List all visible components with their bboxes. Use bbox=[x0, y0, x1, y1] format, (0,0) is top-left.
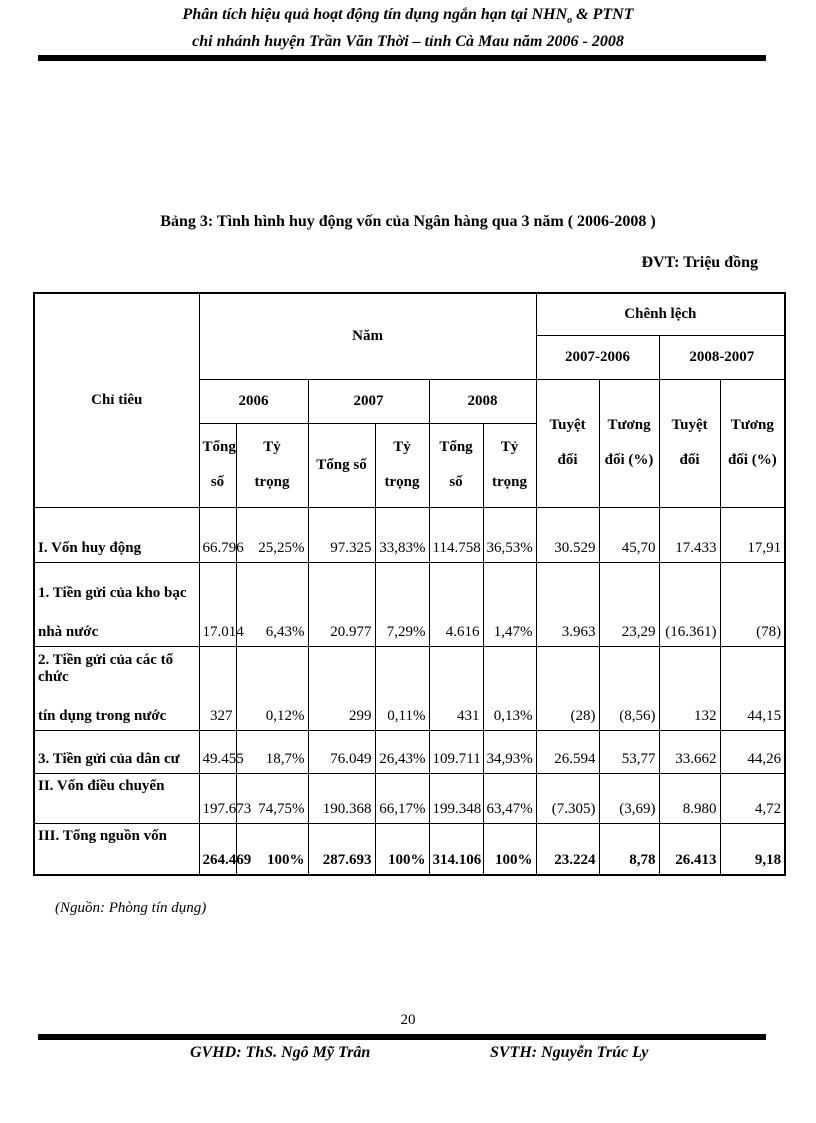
cell: (16.361) bbox=[659, 562, 720, 646]
cell: 45,70 bbox=[599, 507, 659, 562]
cell: 4,72 bbox=[720, 773, 785, 823]
cell: 17.014 bbox=[199, 562, 236, 646]
cell: 74,75% bbox=[236, 773, 308, 823]
header-chi-tieu: Chỉ tiêu bbox=[34, 293, 199, 507]
cell: 197.673 bbox=[199, 773, 236, 823]
cell: 33,83% bbox=[375, 507, 429, 562]
cell: 199.348 bbox=[429, 773, 483, 823]
header-chenh-lech: Chênh lệch bbox=[536, 293, 785, 335]
row-label: III. Tổng nguồn vốn bbox=[34, 823, 199, 875]
cell: 26.413 bbox=[659, 823, 720, 875]
cell: (3,69) bbox=[599, 773, 659, 823]
header-period-2008-2007: 2008-2007 bbox=[659, 335, 785, 379]
cell: 36,53% bbox=[483, 507, 536, 562]
cell: (8,56) bbox=[599, 646, 659, 730]
cell: 6,43% bbox=[236, 562, 308, 646]
capital-mobilization-table bbox=[33, 292, 786, 876]
cell: 17.433 bbox=[659, 507, 720, 562]
footer-rule bbox=[38, 1034, 766, 1040]
cell: 33.662 bbox=[659, 730, 720, 773]
cell: 299 bbox=[308, 646, 375, 730]
row-label: 2. Tiền gửi của các tổ chức tín dụng trong nước bbox=[34, 646, 199, 730]
header-rule bbox=[38, 55, 766, 61]
cell: (7.305) bbox=[536, 773, 599, 823]
cell: 63,47% bbox=[483, 773, 536, 823]
header-year-2007: 2007 bbox=[308, 379, 429, 423]
cell: 4.616 bbox=[429, 562, 483, 646]
cell: 53,77 bbox=[599, 730, 659, 773]
cell: 132 bbox=[659, 646, 720, 730]
table-row bbox=[34, 646, 785, 730]
header-ty-trong-2008: Tỷ trọng bbox=[483, 423, 536, 507]
table-title: Bảng 3: Tình hình huy động vốn của Ngân hàng qua 3 năm ( 2006-2008 ) bbox=[160, 213, 656, 230]
header-year-2008: 2008 bbox=[429, 379, 536, 423]
footer-student: SVTH: Nguyễn Trúc Ly bbox=[490, 1044, 649, 1061]
header-tuong-doi-2: Tương đối (%) bbox=[720, 379, 785, 507]
cell: 44,26 bbox=[720, 730, 785, 773]
page-number: 20 bbox=[400, 1012, 416, 1028]
cell: 7,29% bbox=[375, 562, 429, 646]
header-nam: Năm bbox=[199, 293, 536, 379]
cell: 8.980 bbox=[659, 773, 720, 823]
cell: 49.455 bbox=[199, 730, 236, 773]
table-row bbox=[34, 562, 785, 646]
cell: 66.796 bbox=[199, 507, 236, 562]
header-line-2: chi nhánh huyện Trần Văn Thời – tỉnh Cà Mau năm 2006 - 2008 bbox=[192, 33, 624, 51]
cell: 431 bbox=[429, 646, 483, 730]
footer-advisor: GVHD: ThS. Ngô Mỹ Trân bbox=[190, 1044, 371, 1061]
header-ty-trong-2007: Tỷ trọng bbox=[375, 423, 429, 507]
cell: 20.977 bbox=[308, 562, 375, 646]
cell: (28) bbox=[536, 646, 599, 730]
cell: 25,25% bbox=[236, 507, 308, 562]
header-line-1: Phân tích hiệu quả hoạt động tín dụng ngắn hạn tại $NHN_o$ & PTNT bbox=[182, 6, 634, 27]
header-ty-trong-2006: Tỷ trọng bbox=[236, 423, 308, 507]
page-header bbox=[0, 4, 816, 52]
header-year-2006: 2006 bbox=[199, 379, 308, 423]
cell: 17,91 bbox=[720, 507, 785, 562]
cell: 0,11% bbox=[375, 646, 429, 730]
header-tong-so-2006: Tổng số bbox=[199, 423, 236, 507]
cell: 34,93% bbox=[483, 730, 536, 773]
cell: 44,15 bbox=[720, 646, 785, 730]
cell: 23,29 bbox=[599, 562, 659, 646]
cell: 66,17% bbox=[375, 773, 429, 823]
cell: 76.049 bbox=[308, 730, 375, 773]
cell: 26,43% bbox=[375, 730, 429, 773]
row-label: II. Vốn điều chuyển bbox=[34, 773, 199, 823]
cell: (78) bbox=[720, 562, 785, 646]
cell: 100% bbox=[483, 823, 536, 875]
cell: 97.325 bbox=[308, 507, 375, 562]
cell: 190.368 bbox=[308, 773, 375, 823]
cell: 114.758 bbox=[429, 507, 483, 562]
table-row bbox=[34, 507, 785, 562]
cell: 23.224 bbox=[536, 823, 599, 875]
cell: 327 bbox=[199, 646, 236, 730]
row-label: 3. Tiền gửi của dân cư bbox=[34, 730, 199, 773]
header-tuyet-doi-1: Tuyệt đối bbox=[536, 379, 599, 507]
header-tuyet-doi-2: Tuyệt đối bbox=[659, 379, 720, 507]
cell: 8,78 bbox=[599, 823, 659, 875]
table-row bbox=[34, 773, 785, 823]
row-label: I. Vốn huy động bbox=[34, 507, 199, 562]
table-row bbox=[34, 730, 785, 773]
cell: 30.529 bbox=[536, 507, 599, 562]
cell: 314.106 bbox=[429, 823, 483, 875]
cell: 18,7% bbox=[236, 730, 308, 773]
cell: 109.711 bbox=[429, 730, 483, 773]
cell: 0,12% bbox=[236, 646, 308, 730]
header-tong-so-2008: Tổng số bbox=[429, 423, 483, 507]
cell: 264.469 bbox=[199, 823, 236, 875]
header-period-2007-2006: 2007-2006 bbox=[536, 335, 659, 379]
cell: 287.693 bbox=[308, 823, 375, 875]
source-note: (Nguồn: Phòng tín dụng) bbox=[55, 900, 207, 916]
cell: 26.594 bbox=[536, 730, 599, 773]
table-row bbox=[34, 823, 785, 875]
cell: 100% bbox=[236, 823, 308, 875]
cell: 9,18 bbox=[720, 823, 785, 875]
cell: 3.963 bbox=[536, 562, 599, 646]
unit-label: ĐVT: Triệu đồng bbox=[641, 254, 758, 271]
row-label: 1. Tiền gửi của kho bạc nhà nước bbox=[34, 562, 199, 646]
cell: 1,47% bbox=[483, 562, 536, 646]
header-tong-so-2007: Tổng số bbox=[308, 423, 375, 507]
cell: 100% bbox=[375, 823, 429, 875]
cell: 0,13% bbox=[483, 646, 536, 730]
header-tuong-doi-1: Tương đối (%) bbox=[599, 379, 659, 507]
